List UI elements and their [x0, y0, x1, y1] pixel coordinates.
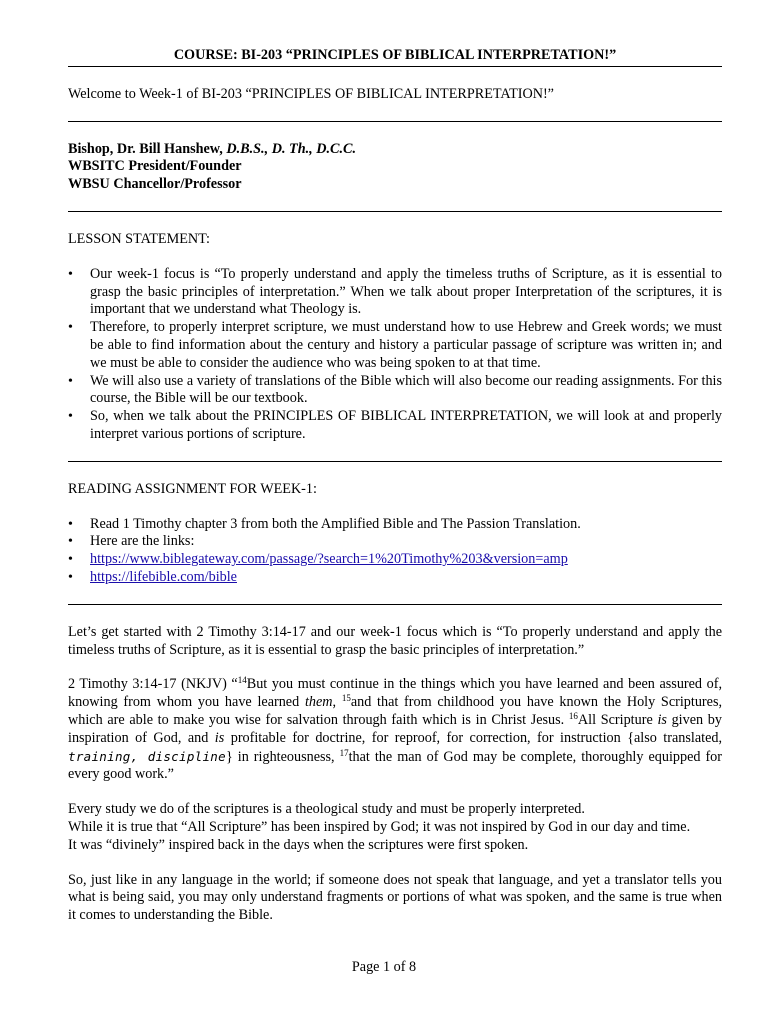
bullet-icon: •	[68, 373, 73, 389]
bullet-icon: •	[68, 266, 73, 282]
bullet-icon: •	[68, 569, 73, 585]
reading-heading: READING ASSIGNMENT FOR WEEK-1:	[68, 480, 317, 497]
page-number: Page 1 of 8	[351, 959, 417, 975]
study-line: Every study we do of the scriptures is a theological study and must be properly interpreted.	[68, 801, 585, 818]
author-block	[68, 141, 722, 194]
section-divider	[68, 461, 722, 462]
lesson-heading: LESSON STATEMENT:	[68, 230, 211, 247]
section-divider	[68, 211, 722, 212]
list-item: • Our week-1 focus is “To properly understand and apply the timeless truths of Scripture, as it is essential to grasp the basic principles of interpretation.” When we talk about proper Interpretation of the scriptures, it is important that we understand what Theology is.	[68, 265, 722, 318]
verse-number: 17	[339, 747, 349, 758]
list-item: • We will also use a variety of translations of the Bible which will also become our reading assignments. For this course, the Bible will be our textbook.	[68, 372, 722, 407]
lifebible-link[interactable]: https://lifebible.com/bible	[90, 568, 237, 585]
verse-number: 14	[237, 675, 247, 686]
verse-number: 15	[341, 693, 351, 704]
alternate-translation: training, discipline	[68, 748, 226, 764]
lesson-bullets	[68, 266, 722, 444]
study-line: It was “divinely” inspired back in the days when the scriptures were first spoken.	[68, 836, 529, 853]
course-title: COURSE: BI-203 “PRINCIPLES OF BIBLICAL INTERPRETATION!”	[173, 47, 617, 63]
list-item: • Here are the links:	[68, 533, 195, 550]
author-degrees: D.B.S., D. Th., D.C.C.	[226, 140, 357, 157]
bullet-icon: •	[68, 320, 73, 336]
list-item: • So, when we talk about the PRINCIPLES OF BIBLICAL INTERPRETATION, we will look at and properly interpret various portions of scripture.	[68, 408, 722, 442]
list-item	[68, 551, 722, 569]
document-body	[68, 46, 722, 925]
welcome-line: Welcome to Week-1 of BI-203 “PRINCIPLES OF BIBLICAL INTERPRETATION!”	[68, 85, 554, 102]
language-paragraph: So, just like in any language in the world; if someone does not speak that language, and yet a translator tells you what is being said, you may only understand fragments or portions of what was spoken, and the same is true when it comes to understanding the Bible.	[68, 871, 722, 924]
section-divider	[68, 604, 722, 605]
list-item	[68, 569, 722, 587]
author-role-chancellor: WBSU Chancellor/Professor	[68, 176, 242, 193]
bullet-icon: •	[68, 516, 73, 532]
list-item: • Therefore, to properly interpret scripture, we must understand how to use Hebrew and Greek words; we must be able to find information about the century and history a particular passage of scripture was written in; and we must be able to consider the audience who was being spoken to at that time.	[68, 319, 722, 371]
author-role-president: WBSITC President/Founder	[68, 158, 242, 175]
list-item: • Read 1 Timothy chapter 3 from both the Amplified Bible and The Passion Translation.	[68, 515, 581, 532]
bullet-icon: •	[68, 409, 73, 425]
verse-number: 16	[568, 710, 578, 721]
study-paragraph	[68, 801, 722, 854]
scripture-passage: 2 Timothy 3:14-17 (NKJV) “$^{14}$But you must continue in the things which you have learned and been assured of, knowing from whom you have learned them, $^{15}$and that from childhood you have known the Holy Scriptures, which are able to make you wise for salvation through faith which is in Christ Jesus. $^{16}$All Scripture is given by inspiration of God, and is profitable for doctrine, for reproof, for correction, for instruction {also translated, training, discipline} in righteousness, $^{17}$that the man of God may be complete, thoroughly equipped for every good work.”	[68, 675, 723, 783]
section-divider	[68, 121, 722, 122]
reading-bullets	[68, 516, 722, 587]
study-line: While it is true that “All Scripture” has been inspired by God; it was not inspired by God in our day and time.	[68, 818, 691, 835]
bullet-icon: •	[68, 534, 73, 550]
bullet-icon: •	[68, 552, 73, 568]
title-underline	[68, 66, 722, 67]
intro-paragraph: Let’s get started with 2 Timothy 3:14-17 and our week-1 focus which is “To properly understand and apply the timeless truths of Scripture, as it is essential to grasp the basic principles of interpretation.”	[68, 623, 722, 658]
biblegateway-link[interactable]: https://www.biblegateway.com/passage/?search=1%20Timothy%203&version=amp	[90, 551, 568, 568]
author-name: Bishop, Dr. Bill Hanshew, D.B.S., D. Th., D.C.C.	[68, 140, 357, 157]
